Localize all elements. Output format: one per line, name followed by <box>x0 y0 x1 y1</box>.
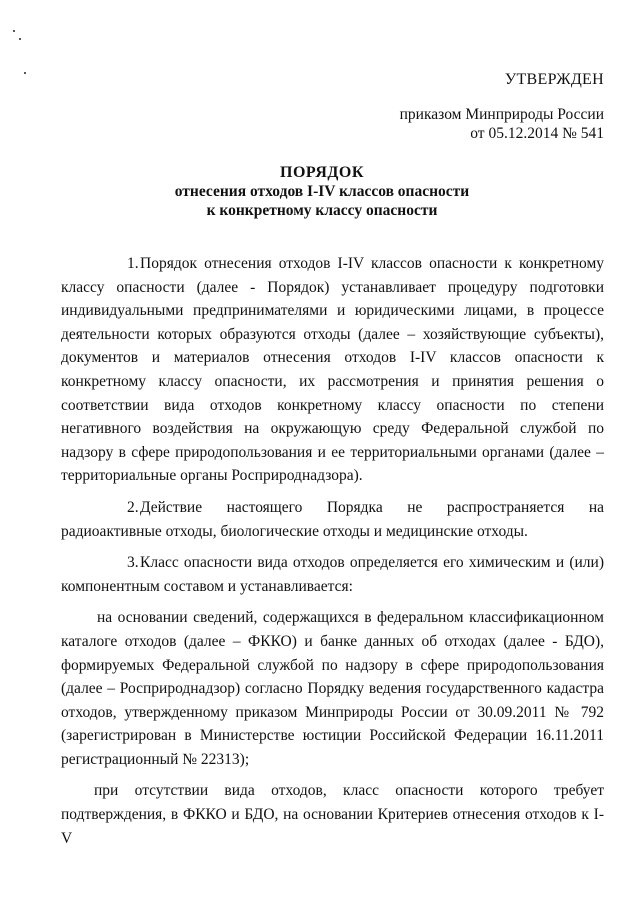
scan-speck <box>13 30 15 32</box>
approval-order-line: приказом Минприроды России <box>399 106 604 123</box>
document-title: ПОРЯДОК <box>280 164 364 181</box>
scan-speck <box>19 38 21 40</box>
paragraph-2 <box>61 496 604 543</box>
paragraph-number: 1. <box>127 255 139 272</box>
paragraph-text: Действие настоящего Порядка не распространяется на радиоактивные отходы, биологические отходы и медицинские отходы. <box>61 498 604 540</box>
paragraph-text: Класс опасности вида отходов определяется его химическим и (или) компонентным составом и устанавливается: <box>61 554 604 595</box>
document-subtitle-line-2: к конкретному классу опасности <box>206 202 438 219</box>
approval-stamp-title: УТВЕРЖДЕН <box>504 71 604 88</box>
document-heading <box>40 163 604 220</box>
paragraph-1 <box>61 252 604 488</box>
paragraph-3 <box>61 551 604 598</box>
paragraph-number: 3. <box>127 554 139 572</box>
scan-speck <box>24 72 26 74</box>
subparagraph-1: на основании сведений, содержащихся в федеральном классификационном каталоге отходов (далее – ФККО) и банке данных об отходах (далее - БДО), формируемых Федеральной службой по надзору в сфере природопользования (далее – Росприроднадзор) согласно Порядку ведения государственного кадастра отходов, утвержденному приказом Минприроды России от 30.09.2011 № 792 (зарегистрирован в Министерстве юстиции Российской Федерации 16.11.2011 регистрационный № 22313); <box>61 609 604 768</box>
paragraph-text: Порядок отнесения отходов I-IV классов опасности к конкретному классу опасности (далее - Порядок) устанавливает процедуру подготовки индивидуальными предпринимателями и юридическими лицами, в процессе деятельности которых образуются отходы (далее – хозяйствующие субъекты), документов и материалов отнесения отходов I-IV классов опасности к конкретному классу опасности, их рассмотрения и принятия решения о соответствии вида отходов конкретному классу опасности по степени негативного воздействия на окружающую среду Федеральной службой по надзору в сфере природопользования и ее территориальными органами (далее – территориальные органы Росприроднадзора). <box>61 255 604 485</box>
document-subtitle-line-1: отнесения отходов I-IV классов опасности <box>174 183 470 200</box>
paragraph-number: 2. <box>127 498 139 516</box>
document-body <box>61 252 604 858</box>
subparagraph-2: при отсутствии вида отходов, класс опасности которого требует подтверждения, в ФККО и БДО, на основании Критериев отнесения отходов к I-V <box>61 782 604 847</box>
approval-date-line: от 05.12.2014 № 541 <box>470 125 604 142</box>
